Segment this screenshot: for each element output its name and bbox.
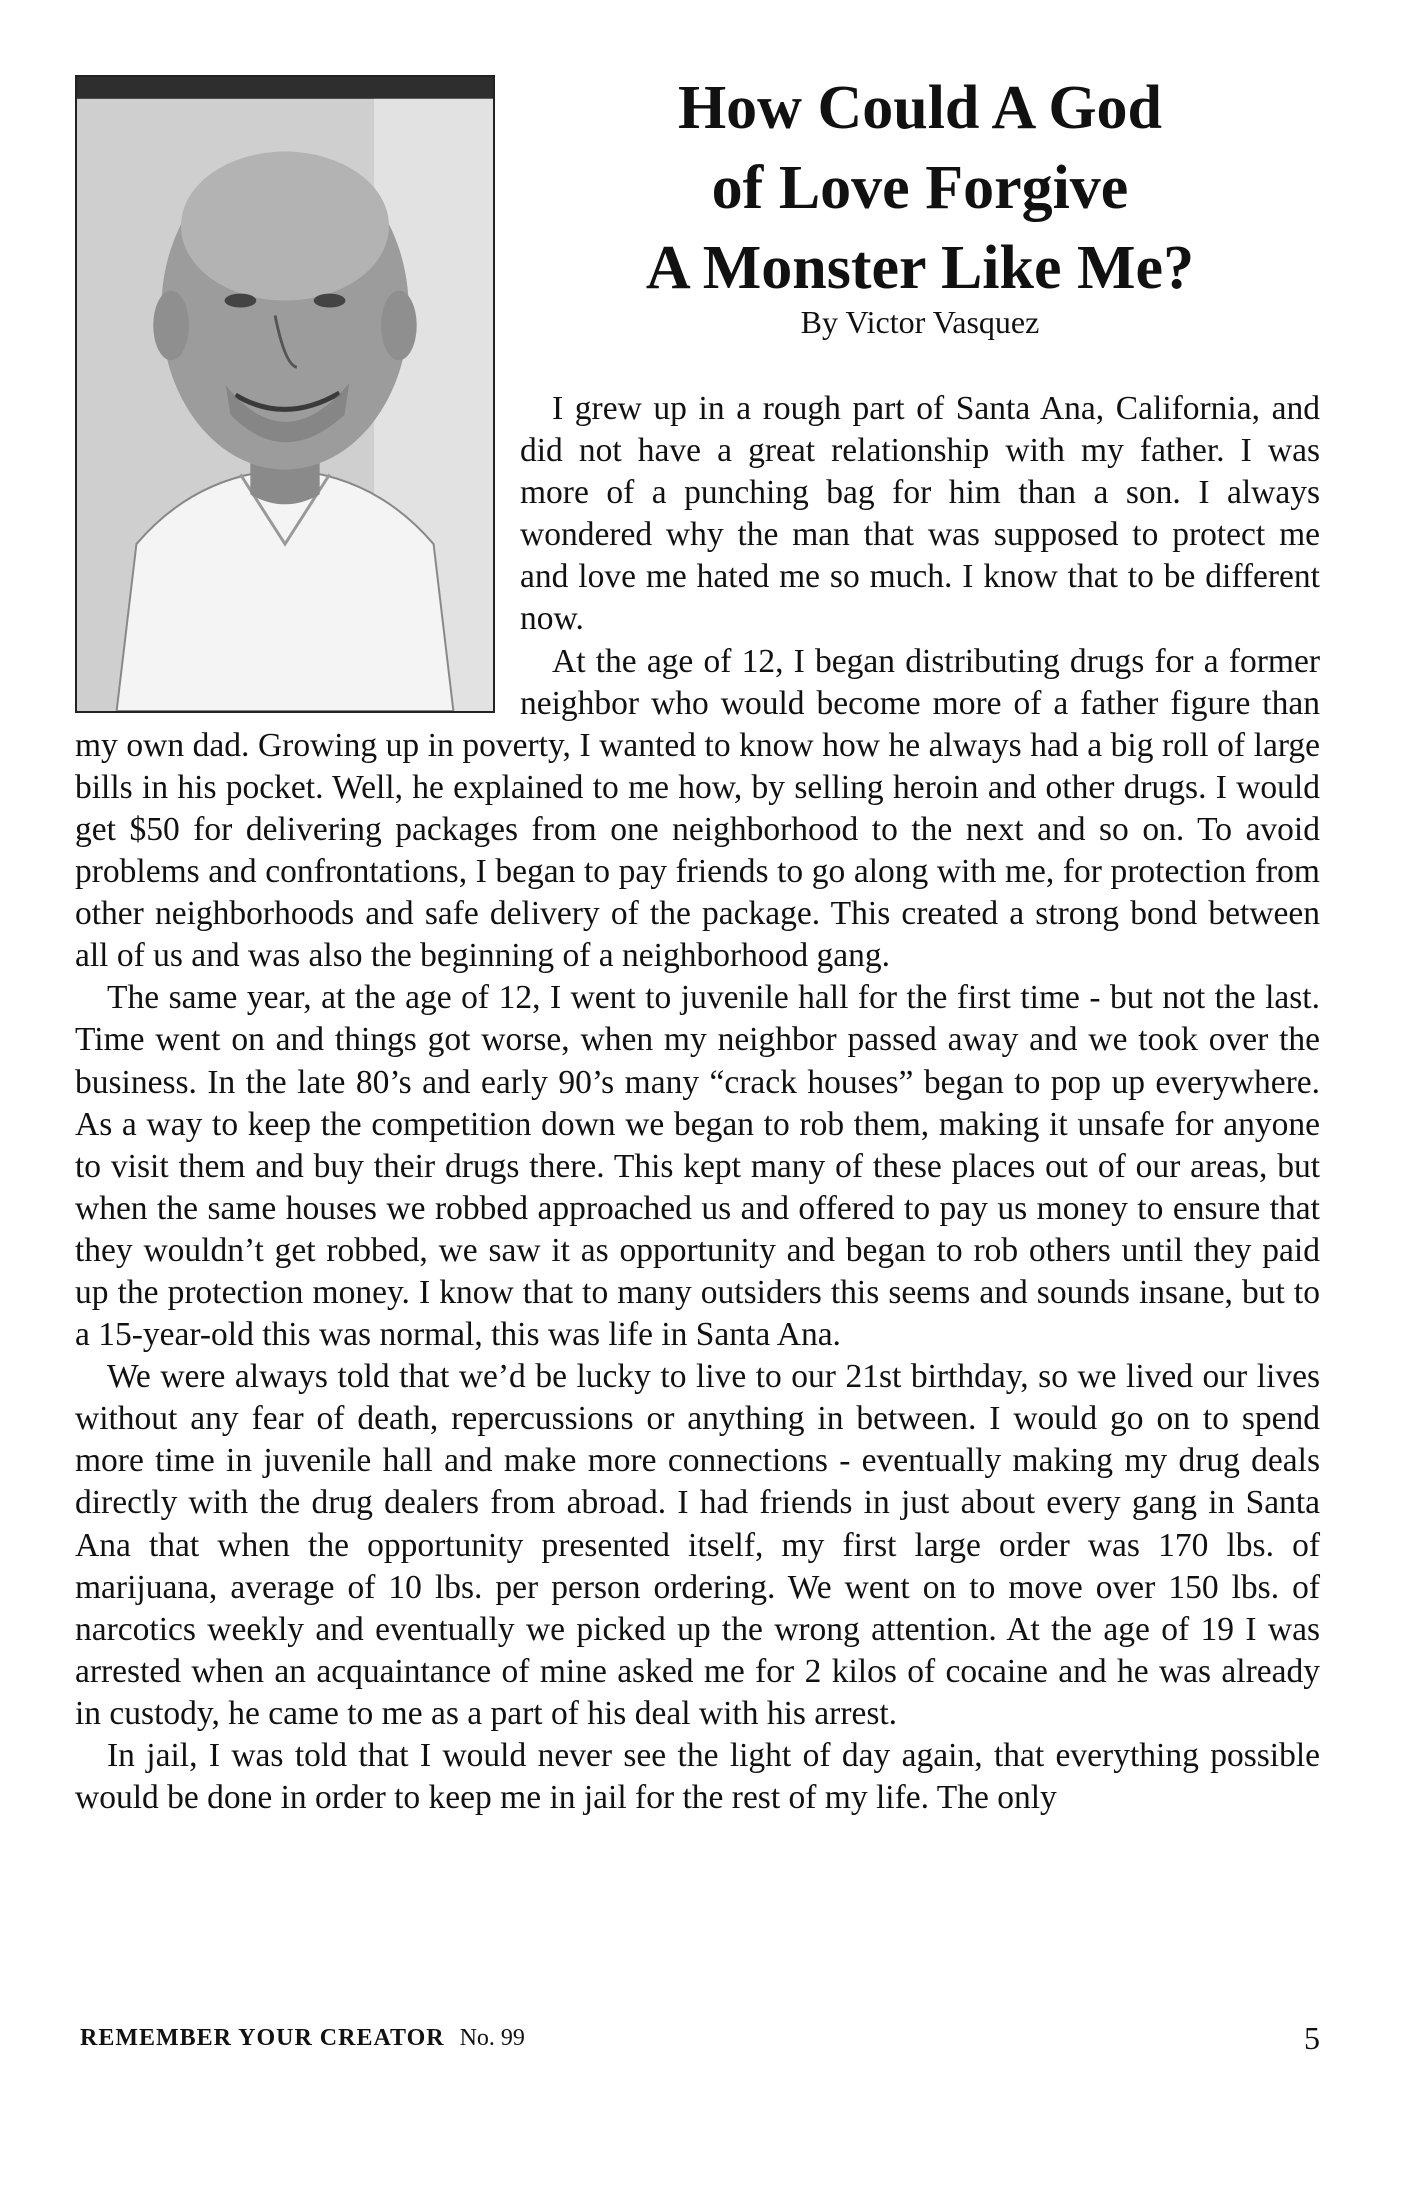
article-paragraph: In jail, I was told that I would never see the light of day again, that everything possible would be done in order to keep me in jail for the rest of my life. The only — [75, 1737, 1320, 1817]
article-title — [560, 68, 1280, 308]
article-paragraph: At the age of 12, I began distributing drugs for a former neighbor who would become more of a father figure than my own dad. Growing up in poverty, I wanted to know how he always had a big roll of large bills in his pocket. Well, he explained to me how, by selling heroin and other drugs. I would get $50 for delivering packages from one neighborhood to the next and so on. To avoid problems and confrontations, I began to pay friends to go along with me, for protection from other neighborhoods and safe delivery of the package. This created a strong bond between all of us and was also the beginning of a neighborhood gang. — [75, 642, 1320, 975]
page-number: 5 — [1304, 2020, 1320, 2056]
article-paragraph: The same year, at the age of 12, I went to juvenile hall for the first time - but not the last. Time went on and things got worse, when my neighbor passed away and we took over the business. In the late 80’s and early 90’s many “crack houses” began to pop up everywhere. As a way to keep the competition down we began to rob them, making it unsafe for anyone to visit them and buy their drugs there. This kept many of these places out of our areas, but when the same houses we robbed approached us and offered to pay us money to ensure that they wouldn’t get robbed, we saw it as opportunity and began to rob others until they paid up the protection money. I know that to many outsiders this seems and sounds insane, but to a 15-year-old this was normal, this was life in Santa Ana. — [75, 979, 1320, 1354]
issue-number: No. 99 — [459, 2025, 525, 2051]
article-title-line: A Monster Like Me? — [645, 234, 1195, 302]
article-body — [75, 388, 1320, 1819]
article-paragraph: I grew up in a rough part of Santa Ana, California, and did not have a great relationship with my father. I was more of a punching bag for him than a son. I always wondered why the man that was supposed to protect me and love me hated me so much. I know that to be different now. — [520, 390, 1320, 638]
footer-publication — [80, 2025, 525, 2052]
publication-name: REMEMBER YOUR CREATOR — [80, 2025, 445, 2051]
article-title-line: of Love Forgive — [711, 154, 1129, 222]
article-byline: By Victor Vasquez — [800, 304, 1040, 340]
article-title-line: How Could A God — [677, 74, 1163, 142]
article-paragraph: We were always told that we’d be lucky to live to our 21st birthday, so we lived our lives without any fear of death, repercussions or anything in between. I would go on to spend more time in juvenile hall and make more connections - eventually making my drug deals directly with the drug dealers from abroad. I had friends in just about every gang in Santa Ana that when the opportunity presented itself, my first large order was 170 lbs. of marijuana, average of 10 lbs. per person ordering. We went on to move over 150 lbs. of narcotics weekly and eventually we picked up the wrong attention. At the age of 19 I was arrested when an acquaintance of mine asked me for 2 kilos of cocaine and he was already in custody, he came to me as a part of his deal with his arrest. — [75, 1358, 1320, 1732]
